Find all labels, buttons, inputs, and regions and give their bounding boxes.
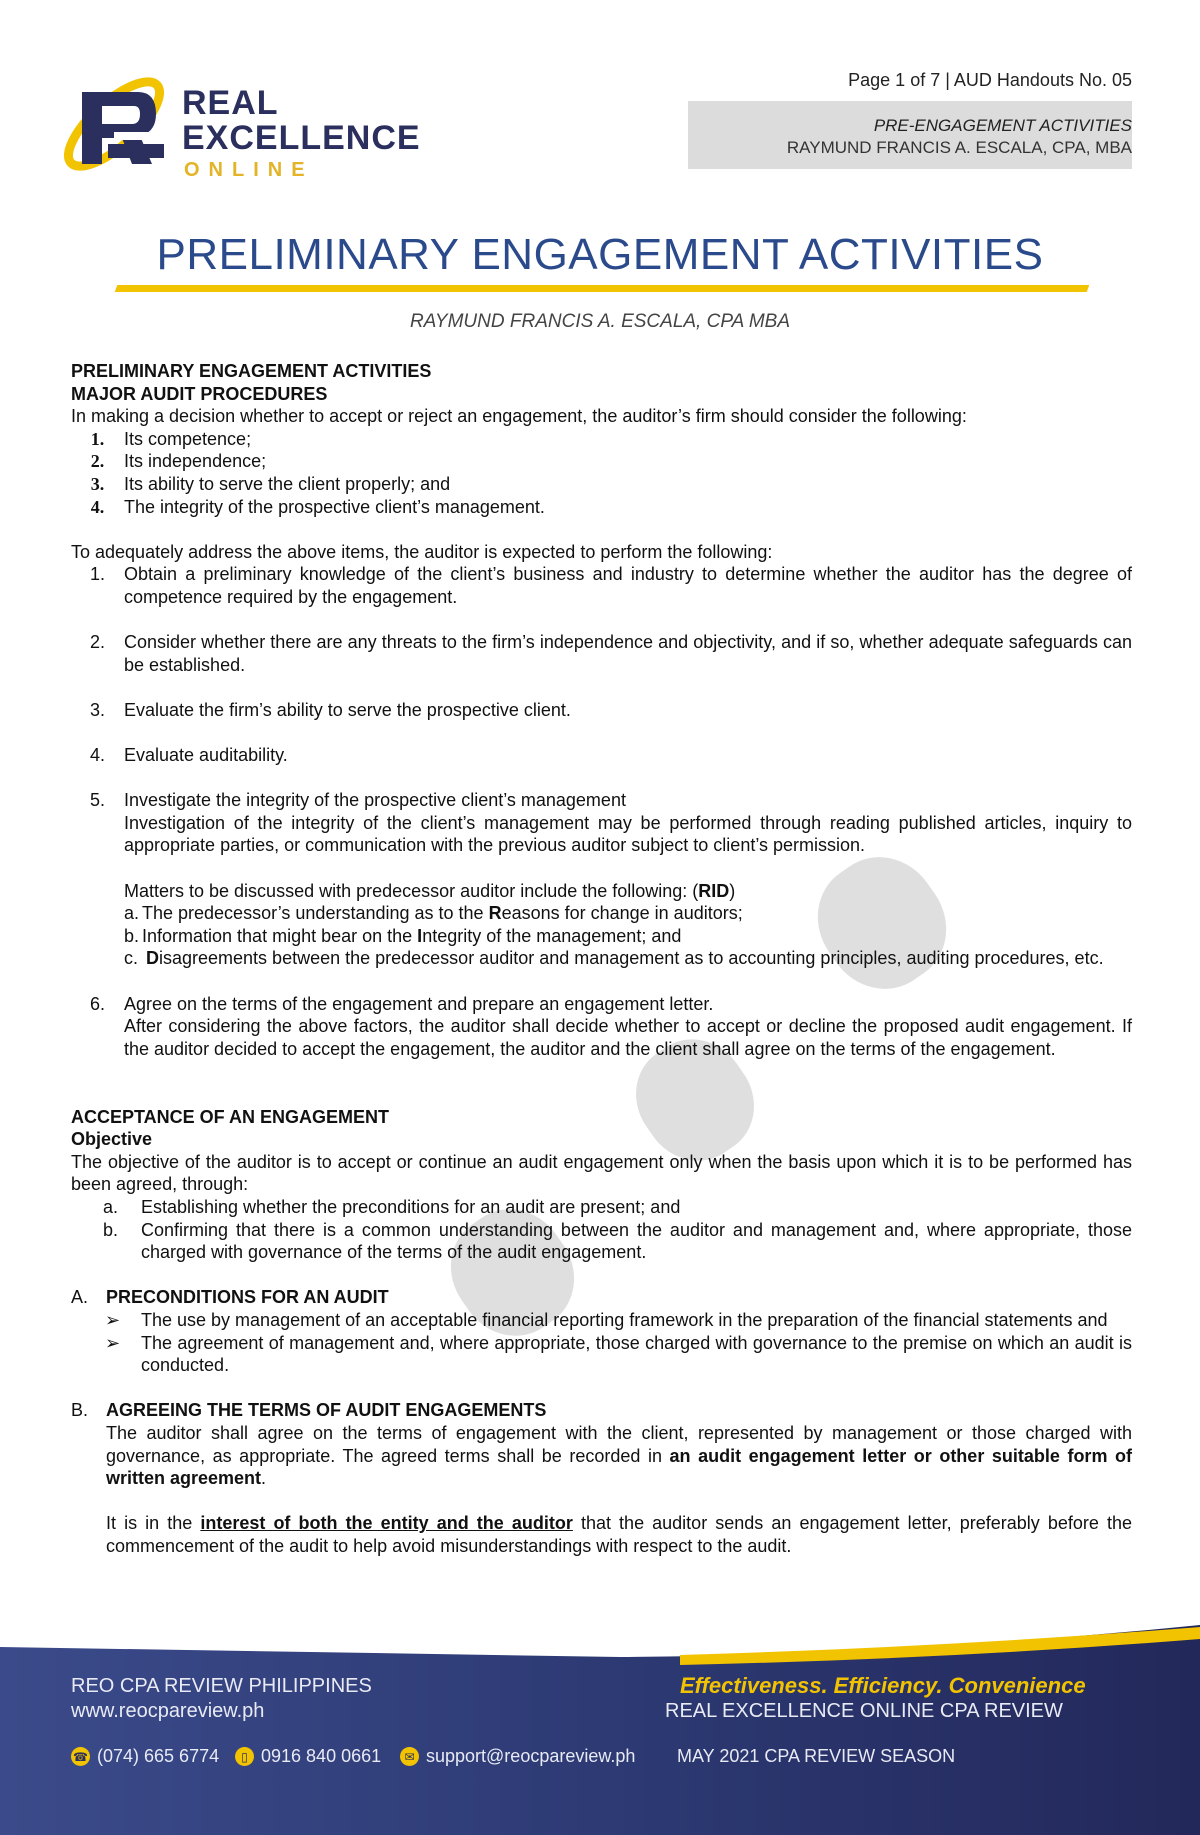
paragraph: Investigation of the integrity of the client’s management may be performed through reading published articles, inquiry to appropriate parties, or communication with the previous auditor subject to client’s permission. bbox=[124, 812, 1132, 856]
list-item: b. Information that might bear on the Integrity of the management; and bbox=[124, 925, 682, 946]
list-item: 6. Agree on the terms of the engagement and prepare an engagement letter. bbox=[89, 993, 714, 1014]
topic-author: RAYMUND FRANCIS A. ESCALA, CPA, MBA bbox=[786, 138, 1132, 157]
mobile-icon: ▯ bbox=[235, 1747, 254, 1766]
arrow-bullet-icon: ➢ bbox=[105, 1309, 121, 1330]
logo-mark-icon bbox=[52, 60, 182, 190]
topic-banner bbox=[688, 101, 1132, 169]
brand-logo bbox=[52, 60, 472, 190]
list-item: 4. The integrity of the prospective client’s management. bbox=[90, 496, 545, 517]
paragraph: To adequately address the above items, the auditor is expected to perform the following: bbox=[71, 541, 773, 562]
footer-org: REO CPA REVIEW PHILIPPINES bbox=[71, 1675, 372, 1697]
considerations-list bbox=[71, 428, 1132, 518]
topic-title: PRE-ENGAGEMENT ACTIVITIES bbox=[873, 116, 1132, 135]
footer-mobile: ▯ 0916 840 0661 bbox=[235, 1746, 381, 1767]
title-underline bbox=[115, 285, 1090, 292]
section-heading: A. PRECONDITIONS FOR AN AUDIT bbox=[71, 1287, 389, 1308]
page-title: PRELIMINARY ENGAGEMENT ACTIVITIES bbox=[156, 230, 1044, 279]
footer-band bbox=[0, 1625, 1200, 1835]
paragraph: The auditor shall agree on the terms of engagement with the client, represented by management or those charged with governance, as appropriate. The agreed terms shall be recorded in an audit engagement letter or other suitable form of written agreement. bbox=[106, 1422, 1132, 1489]
paragraph: It is in the interest of both the entity and the auditor that the auditor sends an engagement letter, preferably before the commencement of the audit to help avoid misunderstandings with respect to the audit. bbox=[106, 1513, 1132, 1556]
section-heading: ACCEPTANCE OF AN ENGAGEMENT bbox=[71, 1106, 390, 1127]
list-item: 5. Investigate the integrity of the prospective client’s management bbox=[89, 790, 626, 811]
list-item: 1. Obtain a preliminary knowledge of the client’s business and industry to determine whether the auditor has the degree of competence required by the engagement. bbox=[89, 564, 1132, 607]
list-item: a. The predecessor’s understanding as to the Reasons for change in auditors; bbox=[124, 903, 743, 924]
section-heading: B. AGREEING THE TERMS OF AUDIT ENGAGEMENTS bbox=[71, 1400, 547, 1421]
section-heading: PRELIMINARY ENGAGEMENT ACTIVITIES bbox=[71, 361, 432, 381]
paragraph: After considering the above factors, the auditor shall decide whether to accept or decline the proposed audit engagement. If the auditor decided to accept the engagement, the auditor and the client shall agree on the terms of the engagement. bbox=[124, 1016, 1132, 1059]
list-item: 3. Its ability to serve the client properly; and bbox=[90, 473, 451, 494]
list-item: c. Disagreements between the predecessor auditor and management as to accounting principles, auditing procedures, etc. bbox=[124, 948, 1104, 969]
footer-slogan: Effectiveness. Efficiency. Convenience bbox=[680, 1673, 1086, 1698]
logo-text-online: ONLINE bbox=[184, 159, 314, 181]
arrow-bullet-icon: ➢ bbox=[105, 1332, 121, 1353]
section-subheading: MAJOR AUDIT PROCEDURES bbox=[71, 383, 328, 404]
section-subheading: Objective bbox=[71, 1129, 153, 1150]
list-item: 3. Evaluate the firm’s ability to serve the prospective client. bbox=[89, 699, 571, 720]
footer-phone: ☎ (074) 665 6774 bbox=[71, 1746, 219, 1767]
logo-text-real: REAL bbox=[182, 84, 279, 122]
footer-reo: REAL EXCELLENCE ONLINE CPA REVIEW bbox=[665, 1700, 1063, 1722]
list-item: b. Confirming that there is a common understanding between the auditor and management and, where appropriate, those charged with governance of the terms of the audit engagement. bbox=[103, 1219, 1132, 1263]
list-item: ➢ The use by management of an acceptable financial reporting framework in the preparation of the financial statements and bbox=[71, 1309, 1132, 1332]
paragraph: In making a decision whether to accept or reject an engagement, the auditor’s firm should consider the following: bbox=[71, 406, 967, 427]
list-item: 2. Consider whether there are any threats to the firm’s independence and objectivity, and if so, whether adequate safeguards can be established. bbox=[89, 632, 1132, 675]
footer-season: MAY 2021 CPA REVIEW SEASON bbox=[677, 1746, 956, 1766]
phone-icon: ☎ bbox=[71, 1747, 90, 1766]
page-info: Page 1 of 7 | AUD Handouts No. 05 bbox=[848, 70, 1132, 90]
footer-email[interactable]: ✉ support@reocpareview.ph bbox=[400, 1746, 635, 1767]
list-item: 4. Evaluate auditability. bbox=[89, 745, 288, 766]
list-item: a. Establishing whether the preconditions for an audit are present; and bbox=[103, 1196, 681, 1217]
document-body bbox=[71, 360, 1132, 1557]
paragraph: Matters to be discussed with predecessor auditor include the following: (RID) bbox=[124, 880, 736, 901]
list-item: 1. Its competence; bbox=[90, 428, 252, 449]
logo-text-excellence: EXCELLENCE bbox=[182, 119, 421, 157]
page-subtitle: RAYMUND FRANCIS A. ESCALA, CPA MBA bbox=[409, 311, 791, 332]
procedures-list bbox=[71, 563, 1132, 1060]
list-item: ➢ The agreement of management and, where appropriate, those charged with governance to the premise on which an audit is conducted. bbox=[71, 1332, 1132, 1377]
mail-icon: ✉ bbox=[400, 1747, 419, 1766]
list-item: 2. Its independence; bbox=[90, 451, 267, 472]
paragraph: The objective of the auditor is to accept or continue an audit engagement only when the basis upon which it is to be performed has been agreed, through: bbox=[71, 1151, 1132, 1195]
footer-website[interactable]: www.reocpareview.ph bbox=[71, 1700, 265, 1722]
